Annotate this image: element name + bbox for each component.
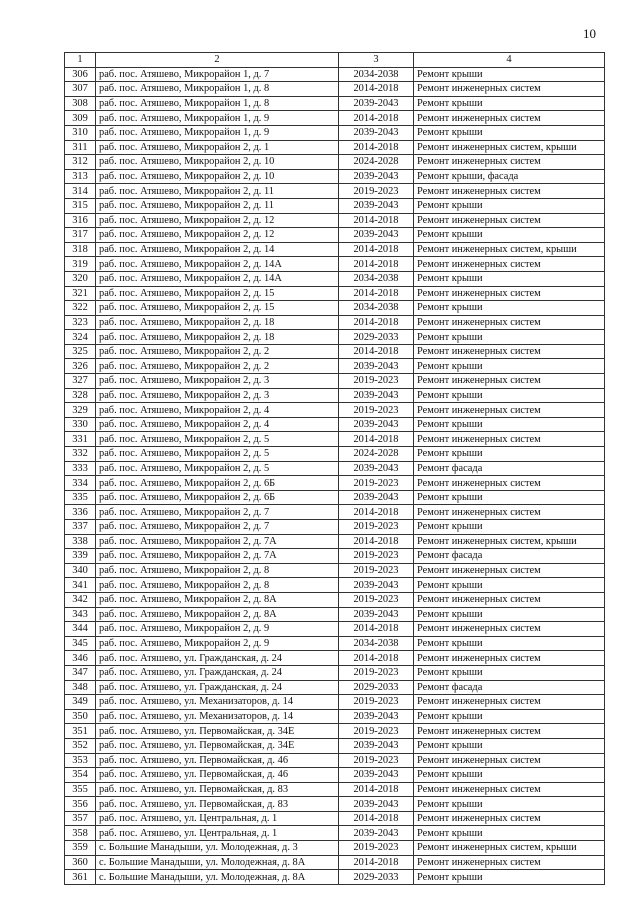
period-cell: 2034-2038	[339, 636, 414, 651]
work-type-cell: Ремонт фасада	[414, 680, 605, 695]
table-row	[65, 680, 605, 695]
address-cell: с. Большие Манадыши, ул. Молодежная, д. 8А	[96, 870, 339, 885]
table-row	[65, 651, 605, 666]
address-cell: раб. пос. Атяшево, Микрорайон 2, д. 14А	[96, 257, 339, 272]
table-row	[65, 505, 605, 520]
work-type-cell: Ремонт крыши, фасада	[414, 169, 605, 184]
period-cell: 2019-2023	[339, 841, 414, 856]
period-cell: 2014-2018	[339, 315, 414, 330]
period-cell: 2029-2033	[339, 680, 414, 695]
row-number: 311	[65, 140, 96, 155]
address-cell: раб. пос. Атяшево, Микрорайон 2, д. 5	[96, 432, 339, 447]
address-cell: раб. пос. Атяшево, Микрорайон 2, д. 12	[96, 228, 339, 243]
address-cell: раб. пос. Атяшево, Микрорайон 2, д. 3	[96, 388, 339, 403]
table-row	[65, 140, 605, 155]
table-row	[65, 184, 605, 199]
table-row	[65, 461, 605, 476]
period-cell: 2019-2023	[339, 520, 414, 535]
work-type-cell: Ремонт крыши	[414, 96, 605, 111]
table-row	[65, 155, 605, 170]
table-row	[65, 403, 605, 418]
row-number: 313	[65, 169, 96, 184]
work-type-cell: Ремонт крыши	[414, 417, 605, 432]
table-row	[65, 213, 605, 228]
row-number: 351	[65, 724, 96, 739]
work-type-cell: Ремонт крыши	[414, 709, 605, 724]
period-cell: 2039-2043	[339, 607, 414, 622]
period-cell: 2014-2018	[339, 257, 414, 272]
row-number: 341	[65, 578, 96, 593]
row-number: 343	[65, 607, 96, 622]
work-type-cell: Ремонт инженерных систем	[414, 374, 605, 389]
row-number: 358	[65, 826, 96, 841]
address-cell: раб. пос. Атяшево, Микрорайон 2, д. 4	[96, 417, 339, 432]
table-row	[65, 738, 605, 753]
row-number: 344	[65, 622, 96, 637]
table-row	[65, 315, 605, 330]
table-row	[65, 724, 605, 739]
period-cell: 2019-2023	[339, 665, 414, 680]
period-cell: 2019-2023	[339, 753, 414, 768]
row-number: 359	[65, 841, 96, 856]
work-type-cell: Ремонт инженерных систем	[414, 111, 605, 126]
period-cell: 2039-2043	[339, 198, 414, 213]
address-cell: раб. пос. Атяшево, Микрорайон 2, д. 4	[96, 403, 339, 418]
work-type-cell: Ремонт крыши	[414, 447, 605, 462]
work-type-cell: Ремонт крыши	[414, 490, 605, 505]
period-cell: 2024-2028	[339, 155, 414, 170]
period-cell: 2039-2043	[339, 169, 414, 184]
row-number: 339	[65, 549, 96, 564]
table-row	[65, 271, 605, 286]
work-type-cell: Ремонт крыши	[414, 870, 605, 885]
page-number: 10	[583, 26, 596, 41]
work-type-cell: Ремонт инженерных систем, крыши	[414, 242, 605, 257]
work-type-cell: Ремонт крыши	[414, 797, 605, 812]
work-type-cell: Ремонт инженерных систем	[414, 724, 605, 739]
period-cell: 2019-2023	[339, 695, 414, 710]
address-cell: раб. пос. Атяшево, Микрорайон 2, д. 7	[96, 505, 339, 520]
work-type-cell: Ремонт инженерных систем	[414, 315, 605, 330]
table-row	[65, 96, 605, 111]
table-row	[65, 330, 605, 345]
row-number: 356	[65, 797, 96, 812]
period-cell: 2024-2028	[339, 447, 414, 462]
address-cell: раб. пос. Атяшево, Микрорайон 2, д. 14А	[96, 271, 339, 286]
period-cell: 2019-2023	[339, 184, 414, 199]
work-type-cell: Ремонт крыши	[414, 738, 605, 753]
period-cell: 2014-2018	[339, 505, 414, 520]
work-type-cell: Ремонт инженерных систем	[414, 811, 605, 826]
address-cell: раб. пос. Атяшево, Микрорайон 2, д. 11	[96, 184, 339, 199]
work-type-cell: Ремонт крыши	[414, 228, 605, 243]
work-type-cell: Ремонт крыши	[414, 67, 605, 82]
work-type-cell: Ремонт крыши	[414, 271, 605, 286]
period-cell: 2039-2043	[339, 125, 414, 140]
row-number: 353	[65, 753, 96, 768]
table-row	[65, 67, 605, 82]
row-number: 350	[65, 709, 96, 724]
table-row	[65, 607, 605, 622]
work-type-cell: Ремонт инженерных систем	[414, 184, 605, 199]
address-cell: раб. пос. Атяшево, Микрорайон 2, д. 12	[96, 213, 339, 228]
row-number: 360	[65, 855, 96, 870]
period-cell: 2039-2043	[339, 96, 414, 111]
period-cell: 2039-2043	[339, 826, 414, 841]
period-cell: 2014-2018	[339, 855, 414, 870]
header-cell-4: 4	[414, 53, 605, 68]
row-number: 335	[65, 490, 96, 505]
work-type-cell: Ремонт инженерных систем	[414, 782, 605, 797]
period-cell: 2014-2018	[339, 432, 414, 447]
period-cell: 2019-2023	[339, 563, 414, 578]
row-number: 309	[65, 111, 96, 126]
address-cell: раб. пос. Атяшево, Микрорайон 2, д. 15	[96, 286, 339, 301]
work-type-cell: Ремонт инженерных систем	[414, 344, 605, 359]
row-number: 312	[65, 155, 96, 170]
table-row	[65, 753, 605, 768]
address-cell: раб. пос. Атяшево, Микрорайон 1, д. 9	[96, 125, 339, 140]
address-cell: раб. пос. Атяшево, Микрорайон 2, д. 15	[96, 301, 339, 316]
period-cell: 2029-2033	[339, 870, 414, 885]
period-cell: 2019-2023	[339, 476, 414, 491]
work-type-cell: Ремонт инженерных систем	[414, 855, 605, 870]
address-cell: раб. пос. Атяшево, ул. Гражданская, д. 24	[96, 665, 339, 680]
period-cell: 2039-2043	[339, 738, 414, 753]
table-row	[65, 374, 605, 389]
address-cell: раб. пос. Атяшево, Микрорайон 2, д. 5	[96, 447, 339, 462]
address-cell: раб. пос. Атяшево, Микрорайон 1, д. 7	[96, 67, 339, 82]
table-row	[65, 301, 605, 316]
row-number: 333	[65, 461, 96, 476]
work-type-cell: Ремонт инженерных систем	[414, 476, 605, 491]
address-cell: раб. пос. Атяшево, ул. Центральная, д. 1	[96, 826, 339, 841]
table-row	[65, 125, 605, 140]
address-cell: раб. пос. Атяшево, Микрорайон 1, д. 9	[96, 111, 339, 126]
row-number: 354	[65, 768, 96, 783]
table-row	[65, 476, 605, 491]
table-row	[65, 242, 605, 257]
table-row	[65, 709, 605, 724]
row-number: 317	[65, 228, 96, 243]
address-cell: раб. пос. Атяшево, Микрорайон 1, д. 8	[96, 82, 339, 97]
period-cell: 2029-2033	[339, 330, 414, 345]
work-type-cell: Ремонт крыши	[414, 768, 605, 783]
table-row	[65, 592, 605, 607]
work-type-cell: Ремонт инженерных систем	[414, 403, 605, 418]
table-row	[65, 695, 605, 710]
period-cell: 2014-2018	[339, 111, 414, 126]
work-type-cell: Ремонт инженерных систем	[414, 695, 605, 710]
row-number: 319	[65, 257, 96, 272]
work-type-cell: Ремонт крыши	[414, 826, 605, 841]
address-cell: раб. пос. Атяшево, ул. Гражданская, д. 24	[96, 651, 339, 666]
table-row	[65, 520, 605, 535]
table-row	[65, 870, 605, 885]
table-row	[65, 841, 605, 856]
address-cell: раб. пос. Атяшево, Микрорайон 2, д. 8	[96, 563, 339, 578]
work-type-cell: Ремонт фасада	[414, 461, 605, 476]
header-cell-2: 2	[96, 53, 339, 68]
period-cell: 2039-2043	[339, 578, 414, 593]
address-cell: раб. пос. Атяшево, ул. Центральная, д. 1	[96, 811, 339, 826]
table-row	[65, 447, 605, 462]
row-number: 315	[65, 198, 96, 213]
work-type-cell: Ремонт крыши	[414, 198, 605, 213]
row-number: 337	[65, 520, 96, 535]
row-number: 329	[65, 403, 96, 418]
address-cell: раб. пос. Атяшево, Микрорайон 1, д. 8	[96, 96, 339, 111]
work-type-cell: Ремонт крыши	[414, 607, 605, 622]
row-number: 348	[65, 680, 96, 695]
address-cell: раб. пос. Атяшево, Микрорайон 2, д. 2	[96, 344, 339, 359]
period-cell: 2014-2018	[339, 344, 414, 359]
address-cell: раб. пос. Атяшево, Микрорайон 2, д. 9	[96, 636, 339, 651]
table-row	[65, 417, 605, 432]
table-row	[65, 82, 605, 97]
row-number: 347	[65, 665, 96, 680]
period-cell: 2039-2043	[339, 797, 414, 812]
work-type-cell: Ремонт инженерных систем	[414, 651, 605, 666]
period-cell: 2019-2023	[339, 549, 414, 564]
row-number: 306	[65, 67, 96, 82]
period-cell: 2034-2038	[339, 271, 414, 286]
work-type-cell: Ремонт инженерных систем	[414, 155, 605, 170]
row-number: 338	[65, 534, 96, 549]
repair-schedule-table	[64, 52, 605, 885]
work-type-cell: Ремонт инженерных систем, крыши	[414, 534, 605, 549]
period-cell: 2019-2023	[339, 403, 414, 418]
address-cell: раб. пос. Атяшево, ул. Механизаторов, д. 14	[96, 695, 339, 710]
row-number: 316	[65, 213, 96, 228]
work-type-cell: Ремонт крыши	[414, 125, 605, 140]
period-cell: 2014-2018	[339, 140, 414, 155]
address-cell: раб. пос. Атяшево, Микрорайон 2, д. 5	[96, 461, 339, 476]
work-type-cell: Ремонт крыши	[414, 359, 605, 374]
address-cell: раб. пос. Атяшево, Микрорайон 2, д. 7А	[96, 549, 339, 564]
work-type-cell: Ремонт инженерных систем, крыши	[414, 140, 605, 155]
row-number: 331	[65, 432, 96, 447]
row-number: 325	[65, 344, 96, 359]
address-cell: раб. пос. Атяшево, ул. Первомайская, д. 83	[96, 782, 339, 797]
row-number: 346	[65, 651, 96, 666]
address-cell: раб. пос. Атяшево, Микрорайон 2, д. 7А	[96, 534, 339, 549]
period-cell: 2014-2018	[339, 811, 414, 826]
row-number: 336	[65, 505, 96, 520]
address-cell: с. Большие Манадыши, ул. Молодежная, д. 3	[96, 841, 339, 856]
table-row	[65, 257, 605, 272]
address-cell: раб. пос. Атяшево, Микрорайон 2, д. 11	[96, 198, 339, 213]
address-cell: раб. пос. Атяшево, Микрорайон 2, д. 8	[96, 578, 339, 593]
period-cell: 2014-2018	[339, 651, 414, 666]
period-cell: 2039-2043	[339, 768, 414, 783]
row-number: 323	[65, 315, 96, 330]
row-number: 326	[65, 359, 96, 374]
table-row	[65, 563, 605, 578]
period-cell: 2014-2018	[339, 782, 414, 797]
table-row	[65, 768, 605, 783]
row-number: 332	[65, 447, 96, 462]
table-row	[65, 534, 605, 549]
work-type-cell: Ремонт крыши	[414, 578, 605, 593]
work-type-cell: Ремонт крыши	[414, 636, 605, 651]
header-row	[65, 53, 605, 68]
row-number: 314	[65, 184, 96, 199]
table-row	[65, 578, 605, 593]
work-type-cell: Ремонт инженерных систем, крыши	[414, 841, 605, 856]
row-number: 349	[65, 695, 96, 710]
address-cell: раб. пос. Атяшево, Микрорайон 2, д. 10	[96, 169, 339, 184]
address-cell: раб. пос. Атяшево, Микрорайон 2, д. 8А	[96, 607, 339, 622]
work-type-cell: Ремонт инженерных систем	[414, 505, 605, 520]
work-type-cell: Ремонт инженерных систем	[414, 753, 605, 768]
row-number: 320	[65, 271, 96, 286]
work-type-cell: Ремонт фасада	[414, 549, 605, 564]
period-cell: 2039-2043	[339, 461, 414, 476]
table-row	[65, 826, 605, 841]
table-row	[65, 855, 605, 870]
row-number: 308	[65, 96, 96, 111]
period-cell: 2039-2043	[339, 359, 414, 374]
work-type-cell: Ремонт крыши	[414, 301, 605, 316]
work-type-cell: Ремонт крыши	[414, 665, 605, 680]
row-number: 310	[65, 125, 96, 140]
row-number: 324	[65, 330, 96, 345]
table-row	[65, 622, 605, 637]
period-cell: 2014-2018	[339, 622, 414, 637]
work-type-cell: Ремонт инженерных систем	[414, 563, 605, 578]
row-number: 322	[65, 301, 96, 316]
address-cell: раб. пос. Атяшево, Микрорайон 2, д. 6Б	[96, 490, 339, 505]
row-number: 328	[65, 388, 96, 403]
table-row	[65, 169, 605, 184]
period-cell: 2034-2038	[339, 67, 414, 82]
table-row	[65, 636, 605, 651]
period-cell: 2039-2043	[339, 709, 414, 724]
header-cell-1: 1	[65, 53, 96, 68]
period-cell: 2014-2018	[339, 534, 414, 549]
work-type-cell: Ремонт инженерных систем	[414, 257, 605, 272]
row-number: 334	[65, 476, 96, 491]
period-cell: 2014-2018	[339, 213, 414, 228]
table-row	[65, 359, 605, 374]
table-row	[65, 344, 605, 359]
row-number: 330	[65, 417, 96, 432]
row-number: 355	[65, 782, 96, 797]
work-type-cell: Ремонт инженерных систем	[414, 213, 605, 228]
work-type-cell: Ремонт инженерных систем	[414, 82, 605, 97]
table-row	[65, 665, 605, 680]
address-cell: раб. пос. Атяшево, Микрорайон 2, д. 8А	[96, 592, 339, 607]
work-type-cell: Ремонт инженерных систем	[414, 622, 605, 637]
work-type-cell: Ремонт крыши	[414, 520, 605, 535]
address-cell: раб. пос. Атяшево, ул. Механизаторов, д. 14	[96, 709, 339, 724]
row-number: 321	[65, 286, 96, 301]
table-row	[65, 228, 605, 243]
address-cell: раб. пос. Атяшево, ул. Первомайская, д. 83	[96, 797, 339, 812]
row-number: 307	[65, 82, 96, 97]
row-number: 361	[65, 870, 96, 885]
work-type-cell: Ремонт инженерных систем	[414, 432, 605, 447]
address-cell: раб. пос. Атяшево, Микрорайон 2, д. 18	[96, 315, 339, 330]
period-cell: 2019-2023	[339, 724, 414, 739]
row-number: 342	[65, 592, 96, 607]
address-cell: раб. пос. Атяшево, Микрорайон 2, д. 18	[96, 330, 339, 345]
table-row	[65, 388, 605, 403]
work-type-cell: Ремонт инженерных систем	[414, 286, 605, 301]
header-cell-3: 3	[339, 53, 414, 68]
table-row	[65, 432, 605, 447]
row-number: 318	[65, 242, 96, 257]
period-cell: 2019-2023	[339, 374, 414, 389]
address-cell: раб. пос. Атяшево, Микрорайон 2, д. 14	[96, 242, 339, 257]
period-cell: 2039-2043	[339, 490, 414, 505]
table-row	[65, 797, 605, 812]
period-cell: 2014-2018	[339, 82, 414, 97]
period-cell: 2039-2043	[339, 228, 414, 243]
address-cell: раб. пос. Атяшево, Микрорайон 2, д. 10	[96, 155, 339, 170]
address-cell: раб. пос. Атяшево, ул. Первомайская, д. 46	[96, 768, 339, 783]
row-number: 327	[65, 374, 96, 389]
address-cell: раб. пос. Атяшево, ул. Первомайская, д. 34Е	[96, 738, 339, 753]
period-cell: 2014-2018	[339, 242, 414, 257]
row-number: 340	[65, 563, 96, 578]
period-cell: 2039-2043	[339, 417, 414, 432]
address-cell: раб. пос. Атяшево, Микрорайон 2, д. 6Б	[96, 476, 339, 491]
period-cell: 2034-2038	[339, 301, 414, 316]
period-cell: 2039-2043	[339, 388, 414, 403]
row-number: 345	[65, 636, 96, 651]
work-type-cell: Ремонт инженерных систем	[414, 592, 605, 607]
table-row	[65, 286, 605, 301]
period-cell: 2019-2023	[339, 592, 414, 607]
table-row	[65, 549, 605, 564]
table-row	[65, 811, 605, 826]
table-row	[65, 111, 605, 126]
address-cell: раб. пос. Атяшево, ул. Первомайская, д. 34Е	[96, 724, 339, 739]
work-type-cell: Ремонт крыши	[414, 388, 605, 403]
address-cell: раб. пос. Атяшево, Микрорайон 2, д. 3	[96, 374, 339, 389]
table-row	[65, 782, 605, 797]
address-cell: с. Большие Манадыши, ул. Молодежная, д. 8А	[96, 855, 339, 870]
work-type-cell: Ремонт крыши	[414, 330, 605, 345]
row-number: 357	[65, 811, 96, 826]
period-cell: 2014-2018	[339, 286, 414, 301]
table-row	[65, 490, 605, 505]
address-cell: раб. пос. Атяшево, Микрорайон 2, д. 9	[96, 622, 339, 637]
address-cell: раб. пос. Атяшево, Микрорайон 2, д. 7	[96, 520, 339, 535]
address-cell: раб. пос. Атяшево, ул. Гражданская, д. 24	[96, 680, 339, 695]
address-cell: раб. пос. Атяшево, Микрорайон 2, д. 2	[96, 359, 339, 374]
address-cell: раб. пос. Атяшево, Микрорайон 2, д. 1	[96, 140, 339, 155]
address-cell: раб. пос. Атяшево, ул. Первомайская, д. 46	[96, 753, 339, 768]
row-number: 352	[65, 738, 96, 753]
table-row	[65, 198, 605, 213]
